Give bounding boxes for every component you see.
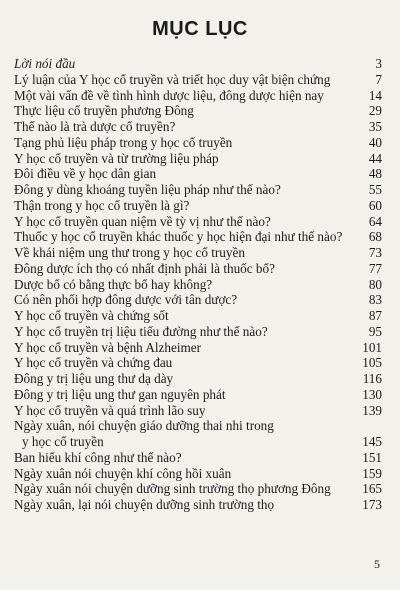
toc-entry-title: Ban hiểu khí công như thế nào? (14, 449, 182, 465)
toc-entry (14, 119, 382, 135)
toc-entry-page: 44 (368, 150, 382, 166)
toc-entry-page: 48 (368, 166, 382, 182)
toc-entry-title: Lý luận của Y học cổ truyền và triết học duy vật biện chứng (14, 71, 331, 87)
toc-entry (14, 340, 382, 356)
toc-entry (14, 166, 382, 182)
toc-entry (14, 72, 382, 88)
toc-entry-page: 151 (362, 449, 382, 465)
toc-entry-title: Về khái niệm ung thư trong y học cổ truyền (14, 245, 245, 260)
toc-entry (14, 245, 382, 261)
toc-entry-page: 116 (362, 371, 382, 386)
toc-entry-title: Lời nói đầu (14, 56, 76, 71)
toc-entry (14, 371, 382, 387)
toc-entry-title-line-1: Ngày xuân, nói chuyện giáo dưỡng thai nhi trong (14, 418, 274, 434)
toc-entry-title: Y học cổ truyền và quá trình lão suy (14, 402, 206, 418)
toc-entry-title-line-2: y học cổ truyền (22, 434, 104, 449)
toc-entry-title: Ngày xuân, lại nói chuyện dưỡng sinh trường thọ (14, 497, 275, 512)
page-number: 5 (374, 557, 380, 571)
page-title: MỤC LỤC (152, 18, 248, 40)
toc-entry (14, 418, 382, 450)
toc-entry-page: 159 (362, 465, 382, 481)
toc-entry (14, 88, 382, 104)
toc-entry-page: 101 (362, 339, 382, 355)
toc-entry-title: Một vài vấn đề về tình hình dược liệu, đông dược hiện nay (14, 87, 324, 103)
toc-entry-page: 40 (368, 134, 382, 150)
toc-entry (14, 214, 382, 230)
toc-entry (14, 261, 382, 277)
toc-entry (14, 56, 382, 72)
toc-entry-page: 130 (362, 386, 382, 402)
toc-entry (14, 324, 382, 340)
toc-entry (14, 198, 382, 214)
toc-entry (14, 481, 382, 497)
toc-entry (14, 387, 382, 403)
toc-entry-page: 80 (368, 276, 382, 292)
toc-entry (14, 229, 382, 245)
toc-entry (14, 151, 382, 167)
toc-entry-page: 68 (368, 229, 382, 245)
toc-entry-title: Ngày xuân nói chuyện dưỡng sinh trường thọ phương Đông (14, 481, 331, 497)
toc-entry-page: 29 (368, 103, 382, 119)
toc-entry-title: Thế nào là trà dược cổ truyền? (14, 119, 176, 134)
table-of-contents (14, 56, 382, 513)
toc-entry-page: 105 (362, 355, 382, 371)
toc-entry-title: Thuốc y học cổ truyền khác thuốc y học hiện đại như thế nào? (14, 229, 343, 245)
toc-entry (14, 466, 382, 482)
toc-entry-page: 73 (368, 245, 382, 260)
toc-entry-title: Y học cổ truyền và chứng đau (14, 355, 173, 371)
toc-entry-title: Có nên phối hợp đông dược với tân dược? (14, 292, 238, 308)
toc-entry-page: 87 (368, 308, 382, 323)
toc-entry-title: Y học cổ truyền quan niệm về tỳ vị như thế nào? (14, 213, 271, 229)
toc-entry-title: Dược bổ có bằng thực bổ hay không? (14, 276, 213, 292)
toc-entry-title (14, 418, 274, 450)
toc-entry (14, 403, 382, 419)
toc-entry-title: Thực liệu cổ truyền phương Đông (14, 103, 194, 119)
toc-entry-title: Thận trong y học cổ truyền là gì? (14, 197, 190, 213)
toc-entry-title: Y học cổ truyền và bệnh Alzheimer (14, 339, 201, 355)
toc-entry-page: 83 (368, 292, 382, 308)
toc-entry-page: 3 (375, 56, 382, 71)
toc-entry (14, 308, 382, 324)
toc-entry (14, 292, 382, 308)
toc-entry-title: Ngày xuân nói chuyện khí công hồi xuân (14, 465, 232, 481)
toc-entry-page: 165 (362, 481, 382, 497)
toc-entry-page: 35 (368, 119, 382, 134)
toc-entry-title: Y học cổ truyền trị liệu tiểu đường như thế nào? (14, 323, 268, 339)
toc-entry-title: Tạng phủ liệu pháp trong y học cổ truyền (14, 134, 233, 150)
toc-entry-page: 139 (362, 402, 382, 418)
toc-entry-title: Đôi điều về y học dân gian (14, 166, 157, 182)
toc-entry (14, 450, 382, 466)
toc-entry-page: 14 (368, 87, 382, 103)
toc-entry-title: Đông y trị liệu ung thư dạ dày (14, 371, 174, 386)
toc-entry (14, 497, 382, 513)
toc-entry (14, 103, 382, 119)
toc-entry (14, 182, 382, 198)
toc-entry (14, 135, 382, 151)
toc-entry-title: Y học cổ truyền và từ trường liệu pháp (14, 150, 219, 166)
toc-entry-title: Y học cổ truyền và chứng sốt (14, 308, 169, 323)
toc-entry-title: Đông dược ích thọ có nhất định phải là thuốc bổ? (14, 260, 275, 276)
toc-entry-page: 173 (362, 497, 382, 512)
toc-entry-title: Đông y dùng khoáng tuyền liệu pháp như thế nào? (14, 182, 281, 197)
toc-entry-page: 7 (375, 71, 382, 87)
toc-entry-page: 64 (368, 213, 382, 229)
toc-entry-page: 95 (368, 323, 382, 339)
toc-entry (14, 277, 382, 293)
toc-entry-page: 55 (368, 182, 382, 197)
toc-entry-page: 145 (362, 434, 382, 449)
toc-entry (14, 355, 382, 371)
toc-entry-title: Đông y trị liệu ung thư gan nguyên phát (14, 386, 226, 402)
toc-entry-page: 77 (368, 260, 382, 276)
toc-entry-page: 60 (368, 197, 382, 213)
